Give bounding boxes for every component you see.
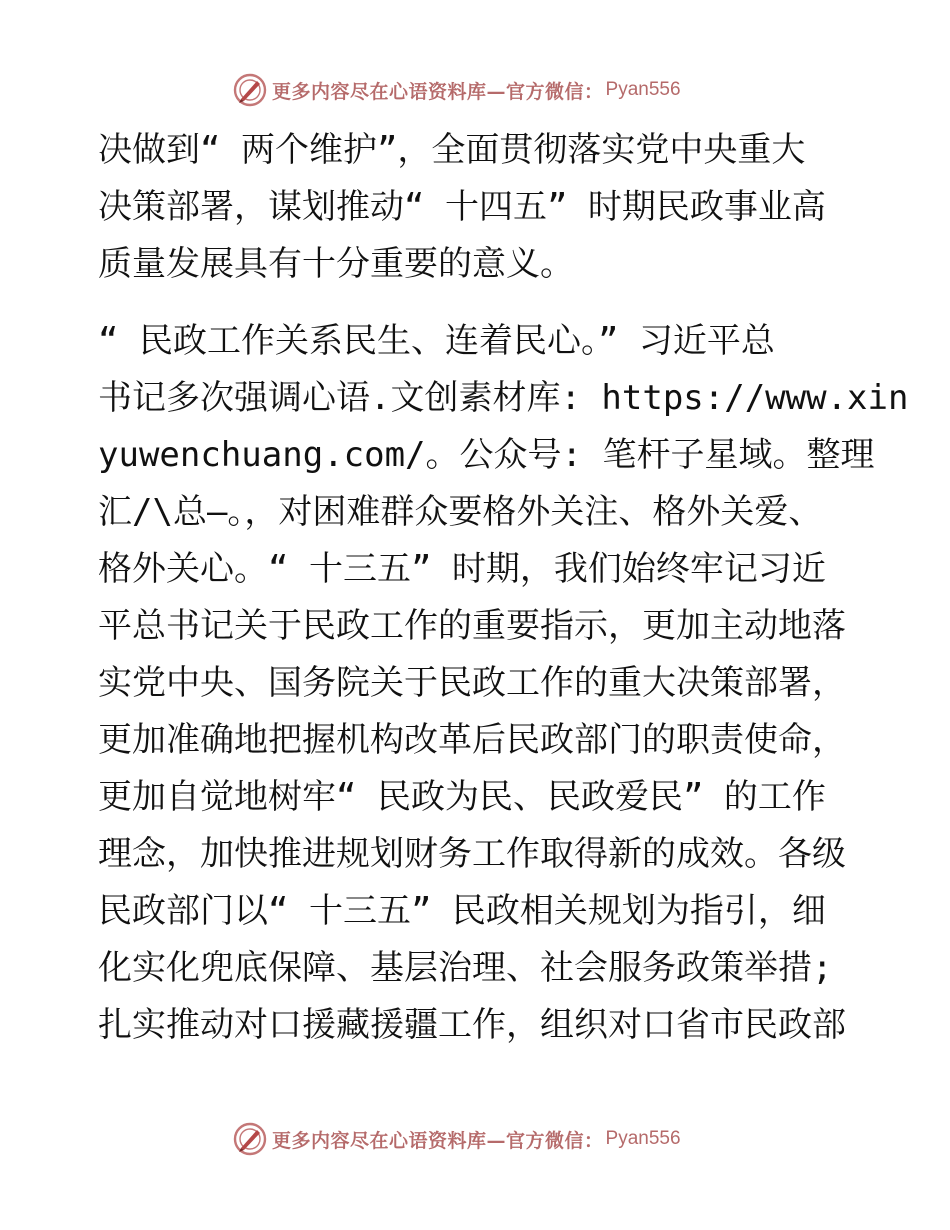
text-line: 书记多次强调心语.文创素材库: https://www.xin [98,378,909,418]
footer-banner [232,1119,681,1159]
pen-logo-icon [232,72,268,108]
text-line: 化实化兜底保障、基层治理、社会服务政策举措; [98,948,833,988]
footer-banner-id: Pyan556 [605,1128,681,1149]
text-line: 理念，加快推进规划财务工作取得新的成效。各级 [98,834,846,874]
pen-logo-icon [232,1121,268,1157]
header-banner [232,70,681,110]
paragraph-1 [98,122,858,293]
text-line: 平总书记关于民政工作的重要指示，更加主动地落 [98,606,846,646]
text-line: 实党中央、国务院关于民政工作的重大决策部署， [98,663,846,703]
text-line: 更加自觉地树牢“ 民政为民、民政爱民” 的工作 [98,777,826,817]
text-line: 民政部门以“ 十三五” 民政相关规划为指引，细 [98,891,826,931]
text-line: 格外关心。“ 十三五” 时期，我们始终牢记习近 [98,549,826,589]
text-line: 扎实推动对口援藏援疆工作，组织对口省市民政部 [98,1005,846,1045]
text-line: “ 民政工作关系民生、连着民心。” 习近平总 [98,321,775,361]
text-line: yuwenchuang.com/。公众号: 笔杆子星域。整理 [98,435,875,475]
paragraph-gap [98,293,858,313]
paragraph-2 [98,313,909,1054]
header-banner-id: Pyan556 [605,79,681,100]
header-banner-text: 更多内容尽在心语资料库—官方微信： [272,80,604,103]
document-body [98,122,909,1054]
text-line: 质量发展具有十分重要的意义。 [98,244,574,284]
text-line: 决做到“ 两个维护”，全面贯彻落实党中央重大 [98,130,806,170]
text-line: 汇/\总—。，对困难群众要格外关注、格外关爱、 [98,492,823,532]
footer-banner-text: 更多内容尽在心语资料库—官方微信： [272,1129,604,1152]
text-line: 更加准确地把握机构改革后民政部门的职责使命， [98,720,846,760]
text-line: 决策部署，谋划推动“ 十四五” 时期民政事业高 [98,187,826,227]
